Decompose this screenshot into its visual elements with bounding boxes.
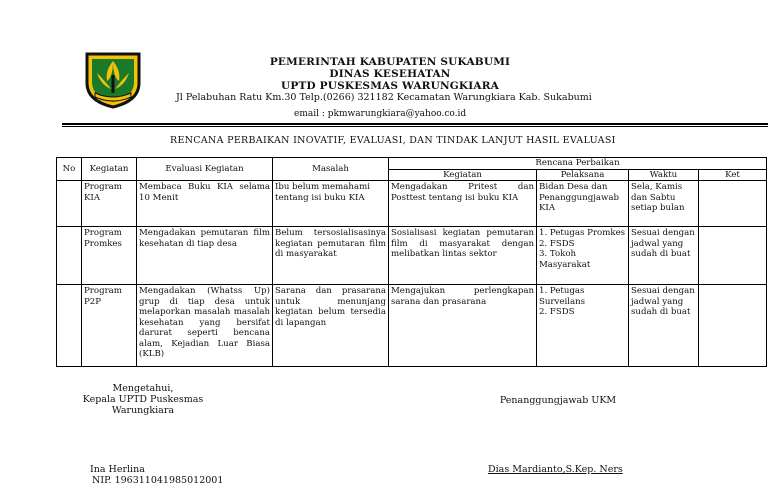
- cell-evaluasi: Membaca Buku KIA selama 10 Menit: [137, 181, 273, 227]
- list-item: 1. Petugas Surveilans: [539, 286, 586, 307]
- cell-kegiatan: Program Promkes: [82, 227, 137, 285]
- table-row: [57, 181, 767, 227]
- header-email: email : pkmwarungkiara@yahoo.co.id: [294, 109, 467, 119]
- cell-ket: [699, 285, 767, 367]
- regency-emblem-icon: [83, 51, 143, 109]
- signature-left-acknowledge: Mengetahui,: [112, 383, 174, 394]
- cell-no: [57, 285, 82, 367]
- header-rp-waktu: Waktu: [629, 169, 699, 181]
- cell-ket: [699, 181, 767, 227]
- list-item: 2. FSDS: [539, 307, 575, 317]
- header-divider-thin: [62, 126, 768, 127]
- header-rp-pelaksana: Pelaksana: [537, 169, 629, 181]
- signature-left-name: Ina Herlina: [90, 464, 145, 475]
- evaluation-table: [56, 157, 767, 367]
- signature-right-name: Dias Mardianto,S.Kep. Ners: [488, 464, 623, 475]
- cell-masalah: Sarana dan prasarana untuk menunjang kegiatan belum tersedia di lapangan: [273, 285, 389, 367]
- cell-pelaksana: [537, 227, 629, 285]
- header-kegiatan: Kegiatan: [82, 158, 137, 181]
- cell-waktu: Sela, Kamis dan Sabtu setiap bulan: [629, 181, 699, 227]
- header-government: PEMERINTAH KABUPATEN SUKABUMI: [269, 56, 511, 68]
- list-item: Bidan Desa dan Penanggungjawab KIA: [539, 182, 620, 213]
- signature-block-left: [78, 383, 208, 416]
- header-rencana-perbaikan: Rencana Perbaikan: [389, 158, 767, 170]
- list-item: 2. FSDS: [539, 238, 575, 249]
- header-rp-ket: Ket: [699, 169, 767, 181]
- cell-masalah: Ibu belum memahami tentang isi buku KIA: [273, 181, 389, 227]
- table-row: [57, 285, 767, 367]
- cell-ket: [699, 227, 767, 285]
- list-item: 1. Petugas Promkes: [539, 228, 626, 238]
- cell-kegiatan: Program P2P: [82, 285, 137, 367]
- header-agency: DINAS KESEHATAN: [329, 68, 451, 80]
- table-header-row: [57, 158, 767, 170]
- header-divider-thick: [62, 123, 768, 125]
- header-address: Jl Pelabuhan Ratu Km.30 Telp.(0266) 321182 Kecamatan Warungkiara Kab. Sukabumi: [176, 92, 592, 103]
- header-no: No: [57, 158, 82, 181]
- cell-rencana: Mengadakan Pritest dan Posttest tentang isi buku KIA: [389, 181, 537, 227]
- cell-no: [57, 227, 82, 285]
- cell-pelaksana: [537, 285, 629, 367]
- signature-right-position: Penanggungjawab UKM: [499, 395, 617, 406]
- header-unit: UPTD PUSKESMAS WARUNGKIARA: [281, 80, 499, 92]
- signature-left-position: Kepala UPTD Puskesmas Warungkiara: [82, 394, 204, 416]
- cell-rencana: Sosialisasi kegiatan pemutaran film di masyarakat dengan melibatkan lintas sektor: [389, 227, 537, 285]
- cell-kegiatan: Program KIA: [82, 181, 137, 227]
- cell-evaluasi: Mengadakan (Whatss Up) grup di tiap desa untuk melaporkan masalah masalah kesehatan yang bersifat darurat seperti bencana alam, Kejadian Luar Biasa (KLB): [137, 285, 273, 367]
- header-evaluasi: Evaluasi Kegiatan: [137, 158, 273, 181]
- table-row: [57, 227, 767, 285]
- header-rp-kegiatan: Kegiatan: [389, 169, 537, 181]
- cell-no: [57, 181, 82, 227]
- cell-rencana: Mengajukan perlengkapan sarana dan prasarana: [389, 285, 537, 367]
- list-item: 3. Tokoh Masyarakat: [539, 249, 591, 270]
- cell-waktu: Sesuai dengan jadwal yang sudah di buat: [629, 285, 699, 367]
- cell-masalah: Belum tersosialisasinya kegiatan pemutaran film di masyarakat: [273, 227, 389, 285]
- signature-left-nip: NIP. 196311041985012001: [92, 475, 224, 486]
- header-masalah: Masalah: [273, 158, 389, 181]
- cell-waktu: Sesuai dengan jadwal yang sudah di buat: [629, 227, 699, 285]
- cell-evaluasi: Mengadakan pemutaran film kesehatan di tiap desa: [137, 227, 273, 285]
- document-title: RENCANA PERBAIKAN INOVATIF, EVALUASI, DAN TINDAK LANJUT HASIL EVALUASI: [170, 135, 616, 146]
- cell-pelaksana: [537, 181, 629, 227]
